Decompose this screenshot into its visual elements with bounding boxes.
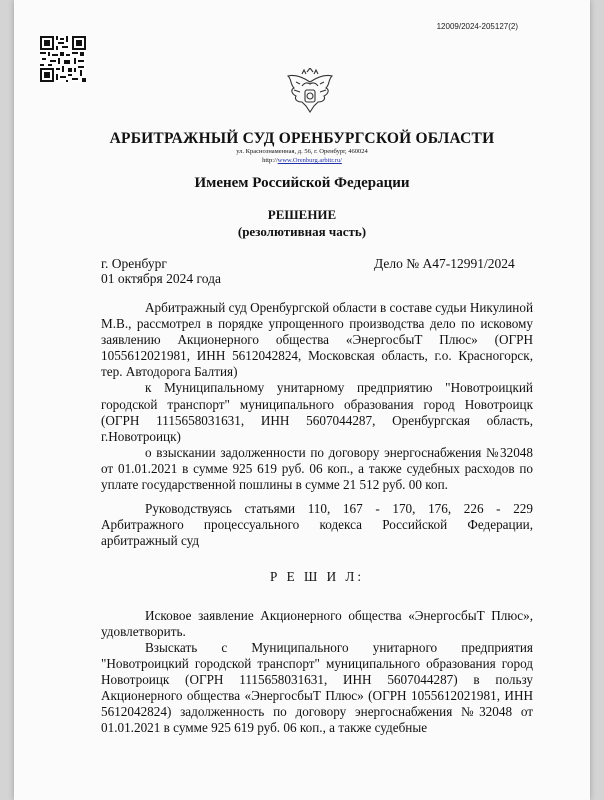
court-url-link[interactable]: www.Orenburg.arbitr.ru/ [277, 157, 342, 164]
document-page [14, 0, 590, 800]
in-the-name-heading: Именем Российской Федерации [194, 175, 410, 191]
court-url-prefix: http:// [262, 157, 278, 164]
qr-code-icon [40, 36, 86, 82]
paragraph-defendant: к Муниципальному унитарному предприятию "Новотроицкий городской транспорт" муниципального образования город Новотроицк (ОГРН 1115658031631, ИНН 5607044287, Оренбургская область, г.Новотроицк) [101, 380, 533, 444]
document-number: 12009/2024-205127(2) [436, 22, 518, 31]
document-title: РЕШЕНИЕ [267, 207, 337, 222]
decision-date: 01 октября 2024 года [101, 271, 221, 286]
document-subtitle: (резолютивная часть) [237, 224, 367, 239]
paragraph-satisfy: Исковое заявление Акционерного общества «ЭнергосбыТ Плюс», удовлетворить. [101, 607, 533, 639]
city: г. Оренбург [101, 256, 167, 271]
paragraph-claim: о взыскании задолженности по договору энергоснабжения №32048 от 01.01.2021 в сумме 925 619 руб. 06 коп., а также судебных расходов по уплате государственной пошлины в сумме 21 512 руб. 00 коп. [101, 444, 533, 493]
court-name: АРБИТРАЖНЫЙ СУД ОРЕНБУРГСКОЙ ОБЛАСТИ [109, 130, 495, 147]
court-url [14, 157, 590, 164]
document-body [101, 300, 533, 736]
case-number: Дело № А47-12991/2024 [374, 256, 515, 271]
decision-heading: Р Е Ш И Л: [269, 569, 364, 585]
paragraph-court-composition: Арбитражный суд Оренбургской области в составе судьи Никулиной М.В., рассмотрел в порядке упрощенного производства дело по исковому заявлению Акционерного общества «ЭнергосбыТ Плюс» (ОГРН 1055612021981, ИНН 5612042824, Московская область, г.о. Красногорск, тер. Автодорога Балтия) [101, 300, 533, 380]
coat-of-arms-icon [284, 68, 336, 120]
court-address: ул. Краснознаменная, д. 56, г. Оренбург, 460024 [236, 148, 368, 155]
paragraph-collect: Взыскать с Муниципального унитарного предприятия "Новотроицкий городской транспорт" муниципального образования город Новотроицк (ОГРН 1115658031631, ИНН 5607044287) в пользу Акционерного общества «ЭнергосбыТ Плюс» (ОГРН 1055612021981, ИНН 5612042824) задолженность по договору энергоснабжения №32048 от 01.01.2021 в сумме 925 619 руб. 06 коп., а также судебные [101, 639, 533, 736]
paragraph-legal-basis: Руководствуясь статьями 110, 167 - 170, 176, 226 - 229 Арбитражного процессуального кодекса Российской Федерации, арбитражный суд [101, 501, 533, 549]
